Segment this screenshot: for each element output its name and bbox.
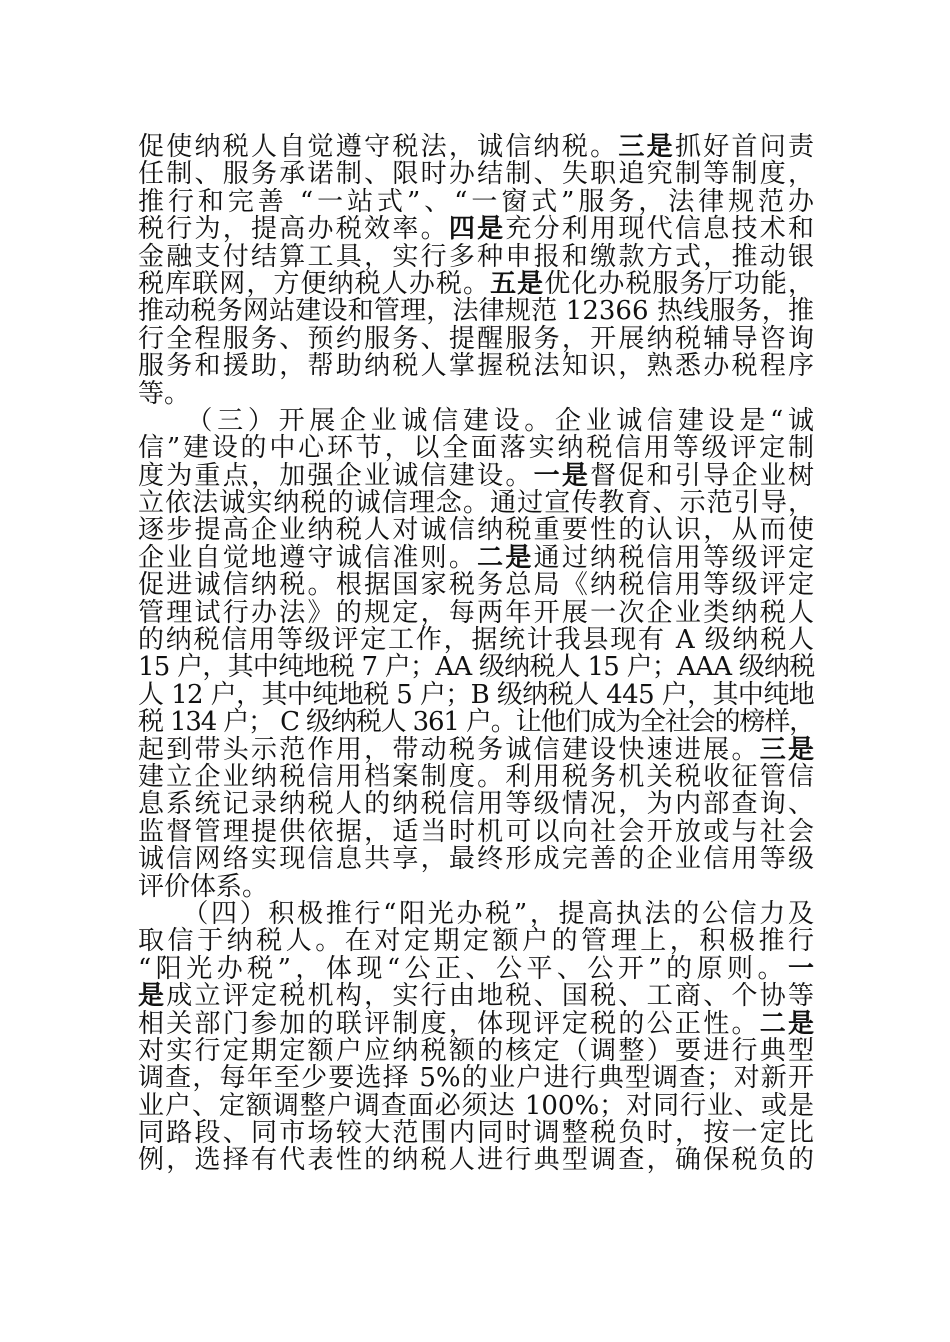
text-run: 度为重点，加强企业诚信建设。 [138, 460, 534, 491]
text-line [138, 846, 814, 873]
text-line [138, 1035, 814, 1066]
text-line [138, 435, 814, 462]
text-run: 充分利用现代信息技术和 [505, 214, 814, 245]
text-run: 评价体系。 [138, 871, 269, 902]
text-run: 对实行定期定额户应纳税额的核定（调整）要进行典型 [138, 1035, 814, 1066]
text-run: （三）开展企业诚信建设。企业诚信建设是“诚 [138, 405, 814, 436]
text-line [138, 268, 814, 299]
bold-marker: 三是 [618, 132, 675, 162]
bold-marker: 五是 [490, 268, 545, 299]
bold-marker: 是 [138, 981, 167, 1012]
text-run: 促进诚信纳税。根据国家税务总局《纳税信用等级评定 [138, 570, 814, 601]
text-run: 调查，每年至少要选择 5%的业户进行典型调查；对新开 [138, 1063, 814, 1094]
text-run: 监督管理提供依据，适当时机可以向社会开放或与社会 [138, 816, 814, 847]
text-line [138, 353, 814, 380]
text-run: 任制、服务承诺制、限时办结制、失职追究制等制度， [138, 159, 814, 190]
text-line [138, 816, 814, 847]
text-run: 抓好首问责 [674, 132, 814, 162]
text-run: 人 12 户，其中纯地税 5 户；B 级纳税人 445 户，其中纯地 [138, 679, 815, 710]
text-run: 业户、定额调整户调查面必须达 100%；对同行业、或是 [138, 1090, 814, 1121]
text-run: 诚信网络实现信息共享，最终形成完善的企业信用等级 [138, 844, 814, 875]
text-run: 信”建设的中心环节，以全面落实纳税信用等级评定制 [138, 433, 814, 464]
text-run: 企业自觉地遵守诚信准则。 [138, 542, 478, 573]
text-line [138, 679, 815, 710]
text-run: 税行为，提高办税效率。 [138, 214, 449, 245]
text-run: 同路段、同市场较大范围内同时调整税负时，按一定比 [138, 1118, 814, 1149]
text-line [138, 572, 814, 599]
text-run: 税库联网，方便纳税人办税。 [138, 268, 491, 299]
text-line [138, 186, 814, 217]
text-run: 推动税务网站建设和管理，法律规范 12366 热线服务，推 [138, 296, 814, 327]
text-line [138, 1120, 814, 1147]
text-line [138, 134, 814, 161]
text-line [138, 323, 814, 354]
text-line [138, 216, 814, 243]
text-line [138, 761, 814, 792]
bold-marker: 一是 [533, 460, 591, 491]
text-line [138, 161, 814, 188]
bold-marker: 二是 [759, 1008, 814, 1039]
text-run: 息系统记录纳税人的纳税信用等级情况，为内部查询、 [138, 789, 814, 820]
text-run: 相关部门参加的联评制度，体现评定税的公正性。 [138, 1008, 760, 1039]
text-run: 推行和完善 “一站式”、“一窗式”服务，法律规范办 [138, 186, 814, 217]
bold-marker: 四是 [448, 214, 506, 245]
text-run: （四）积极推行“阳光办税”，提高执法的公信力及 [138, 898, 814, 929]
text-run: 立依法诚实纳税的诚信理念。通过宣传教育、示范引导， [138, 488, 814, 519]
bold-marker: 三是 [759, 734, 814, 765]
text-run: 金融支付结算工具，实行多种申报和缴款方式，推动银 [138, 241, 814, 272]
text-line [138, 791, 814, 818]
text-run: 建立企业纳税信用档案制度。利用税务机关税收征管信 [138, 761, 814, 792]
text-run: 通过纳税信用等级评定 [533, 542, 814, 573]
text-line [138, 983, 814, 1010]
text-run: 行全程服务、预约服务、提醒服务，开展纳税辅导咨询 [138, 323, 814, 354]
body-text [138, 134, 814, 1175]
text-line [138, 597, 814, 628]
text-run: 15 户，其中纯地税 7 户；AA 级纳税人 15 户；AAA 级纳税 [138, 652, 815, 683]
text-line [138, 460, 814, 491]
text-line [138, 241, 814, 272]
text-line [138, 490, 814, 517]
text-line [138, 517, 814, 544]
text-line [138, 378, 814, 409]
text-run: 取信于纳税人。在对定期定额户的管理上，积极推行 [138, 926, 814, 957]
text-line [138, 871, 814, 902]
text-line [138, 928, 814, 955]
text-line [138, 654, 814, 681]
text-line [138, 709, 814, 736]
text-line [138, 1147, 814, 1174]
text-run: 逐步提高企业纳税人对诚信纳税重要性的认识，从而使 [138, 515, 814, 546]
text-line [138, 1065, 814, 1092]
text-run: “阳光办税”，体现“公正、公平、公开”的原则。 [138, 953, 788, 984]
text-run: 例，选择有代表性的纳税人进行典型调查，确保税负的 [138, 1145, 814, 1176]
text-run: 的纳税信用等级评定工作，据统计我县现有 A 级纳税人 [138, 625, 814, 656]
text-run: 等。 [138, 378, 191, 409]
text-line [138, 1090, 814, 1121]
text-run: 优化办税服务厅功能， [544, 268, 814, 299]
text-line [138, 627, 814, 654]
text-line [138, 405, 814, 436]
text-line [138, 542, 814, 573]
text-run: 促使纳税人自觉遵守税法，诚信纳税。 [138, 132, 619, 162]
text-run: 起到带头示范作用，带动税务诚信建设快速进展。 [138, 734, 760, 765]
text-line [138, 953, 814, 984]
text-line [138, 1008, 814, 1039]
text-run: 督促和引导企业树 [590, 460, 814, 491]
bold-marker: 二是 [477, 542, 534, 573]
text-run: 税 134 户； C 级纳税人 361 户。让他们成为全社会的榜样， [138, 707, 814, 738]
text-run: 成立评定税机构，实行由地税、国税、工商、个协等 [166, 981, 814, 1012]
bold-marker: 一 [787, 953, 814, 984]
text-line [138, 898, 814, 929]
text-run: 服务和援助，帮助纳税人掌握税法知识，熟悉办税程序 [138, 351, 814, 382]
text-line [138, 734, 814, 765]
text-line [138, 298, 814, 325]
text-run: 管理试行办法》的规定，每两年开展一次企业类纳税人 [138, 597, 814, 628]
